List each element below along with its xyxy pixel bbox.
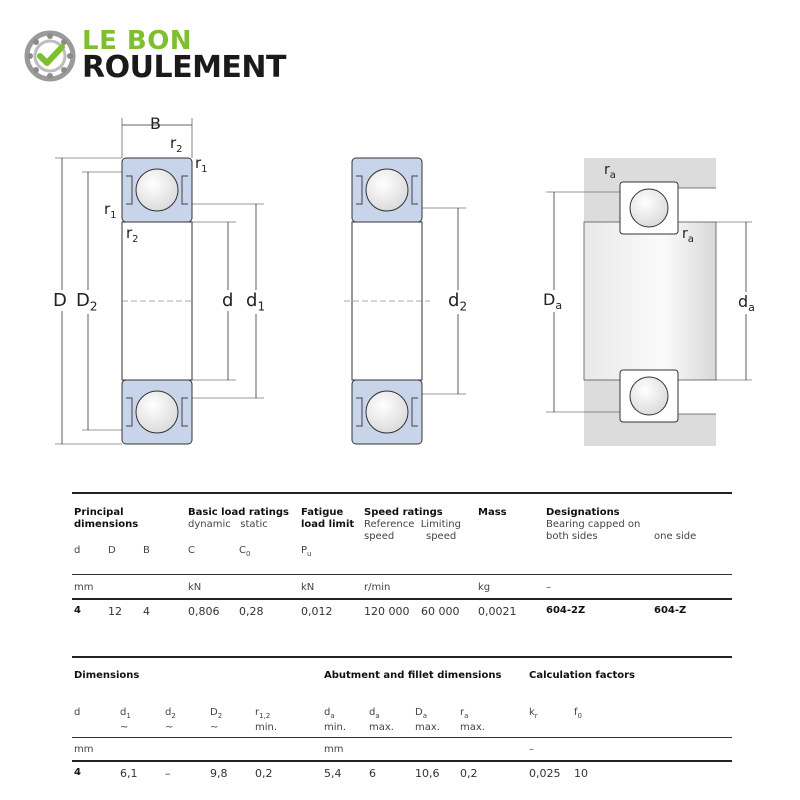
- bearing-section-left: [55, 118, 264, 444]
- brand-logo: [24, 28, 304, 84]
- header-speed: Speed ratings: [364, 507, 443, 518]
- header-load-limit: load limit: [301, 519, 355, 530]
- header-abutment: Abutment and fillet dimensions: [324, 670, 502, 681]
- symbol-d: d: [74, 545, 81, 556]
- sym2-kr: $k_r$: [529, 707, 538, 720]
- label-d: d: [222, 290, 234, 311]
- cell-mass: 0,0021: [478, 605, 517, 618]
- symbol-D: D: [108, 545, 116, 556]
- label-r1-left: $r_1$: [104, 200, 117, 221]
- unit-kg: kg: [478, 582, 491, 593]
- cell-D: 12: [108, 605, 122, 618]
- sym2-D2: $D_2$ ~: [210, 707, 223, 733]
- table2-row-rule: [72, 760, 732, 762]
- cell2-ra-max: 0,2: [460, 767, 478, 780]
- cell-C: 0,806: [188, 605, 220, 618]
- header-designations: Designations: [546, 507, 620, 518]
- cell2-r12: 0,2: [255, 767, 273, 780]
- unit2-dash: –: [529, 744, 534, 755]
- label-r1-top: $r_1$: [195, 154, 208, 175]
- cell2-f0: 10: [574, 767, 588, 780]
- cell-designation-one: 604-Z: [654, 605, 687, 616]
- cell-ref-speed: 120 000: [364, 605, 410, 618]
- bearing-technical-drawing: [0, 100, 800, 470]
- header-one-side: one side: [654, 531, 697, 542]
- table2-unit-rule: [72, 737, 732, 738]
- sym2-da-max: $d_a$ max.: [369, 707, 394, 733]
- header-speed-sub: speed speed: [364, 531, 457, 542]
- label-d1: $d_1$: [246, 290, 266, 314]
- symbol-B: B: [143, 545, 150, 556]
- sym2-da-min: $d_a$ min.: [324, 707, 347, 733]
- sym2-ra-max: $r_a$ max.: [460, 707, 485, 733]
- table2-top-rule: [72, 656, 732, 658]
- unit2-mm: mm: [74, 744, 94, 755]
- unit-kN: kN: [188, 582, 202, 593]
- sym2-f0: $f_0$: [574, 707, 582, 720]
- sym2-r12: $r_{1,2}$ min.: [255, 707, 278, 733]
- cell2-d: 4: [74, 767, 81, 778]
- unit-dash: –: [546, 582, 551, 593]
- header-capped: Bearing capped on: [546, 519, 641, 530]
- header-dimensions: dimensions: [74, 519, 139, 530]
- header-mass: Mass: [478, 507, 507, 518]
- label-D: D: [53, 290, 67, 311]
- label-r2-top: $r_2$: [170, 134, 183, 155]
- symbol-C: C: [188, 545, 195, 556]
- table1-row-rule: [72, 598, 732, 600]
- header-fatigue: Fatigue: [301, 507, 344, 518]
- cell2-d2: –: [165, 767, 171, 780]
- label-D2: $D_2$: [76, 290, 98, 314]
- cell-C0: 0,28: [239, 605, 264, 618]
- header-dimensions-2: Dimensions: [74, 670, 140, 681]
- cell2-da-max: 6: [369, 767, 376, 780]
- header-basic-load: Basic load ratings: [188, 507, 289, 518]
- symbol-Pu: $P_u$: [301, 545, 312, 558]
- cell-Pu: 0,012: [301, 605, 333, 618]
- label-ra-top: $r_a$: [604, 162, 616, 181]
- unit-kN-2: kN: [301, 582, 315, 593]
- cell2-da-min: 5,4: [324, 767, 342, 780]
- header-reference-limiting: Reference Limiting: [364, 519, 461, 530]
- cell2-kr: 0,025: [529, 767, 561, 780]
- unit2-mm-2: mm: [324, 744, 344, 755]
- label-d2: $d_2$: [448, 290, 468, 314]
- label-B: B: [150, 114, 161, 133]
- sym2-Da-max: $D_a$ max.: [415, 707, 440, 733]
- header-dynamic-static: dynamic static: [188, 519, 268, 530]
- cell-lim-speed: 60 000: [421, 605, 460, 618]
- cell-d: 4: [74, 605, 81, 616]
- cell2-d1: 6,1: [120, 767, 138, 780]
- table1-unit-rule: [72, 574, 732, 575]
- label-r2-left: $r_2$: [126, 224, 139, 245]
- cell-B: 4: [143, 605, 150, 618]
- bearing-mounting-view: [546, 158, 752, 446]
- logo-line-1: LE BON: [82, 26, 193, 56]
- sym2-d2: $d_2$ ~: [165, 707, 176, 733]
- cell-designation-both: 604-2Z: [546, 605, 586, 616]
- symbol-C0: $C_0$: [239, 545, 251, 558]
- label-Da: $D_a$: [543, 290, 563, 313]
- unit-rmin: r/min: [364, 582, 391, 593]
- cell2-Da-max: 10,6: [415, 767, 440, 780]
- sym2-d: d: [74, 707, 81, 718]
- label-ra-right: $r_a$: [682, 226, 694, 245]
- label-da: $d_a$: [738, 292, 755, 315]
- table1-top-rule: [72, 492, 732, 494]
- header-both-sides: both sides: [546, 531, 598, 542]
- sym2-d1: $d_1$ ~: [120, 707, 131, 733]
- header-principal: Principal: [74, 507, 124, 518]
- header-calc-factors: Calculation factors: [529, 670, 635, 681]
- bearing-check-icon: [24, 30, 76, 82]
- cell2-D2: 9,8: [210, 767, 228, 780]
- unit-mm: mm: [74, 582, 94, 593]
- logo-line-2: ROULEMENT: [82, 50, 286, 85]
